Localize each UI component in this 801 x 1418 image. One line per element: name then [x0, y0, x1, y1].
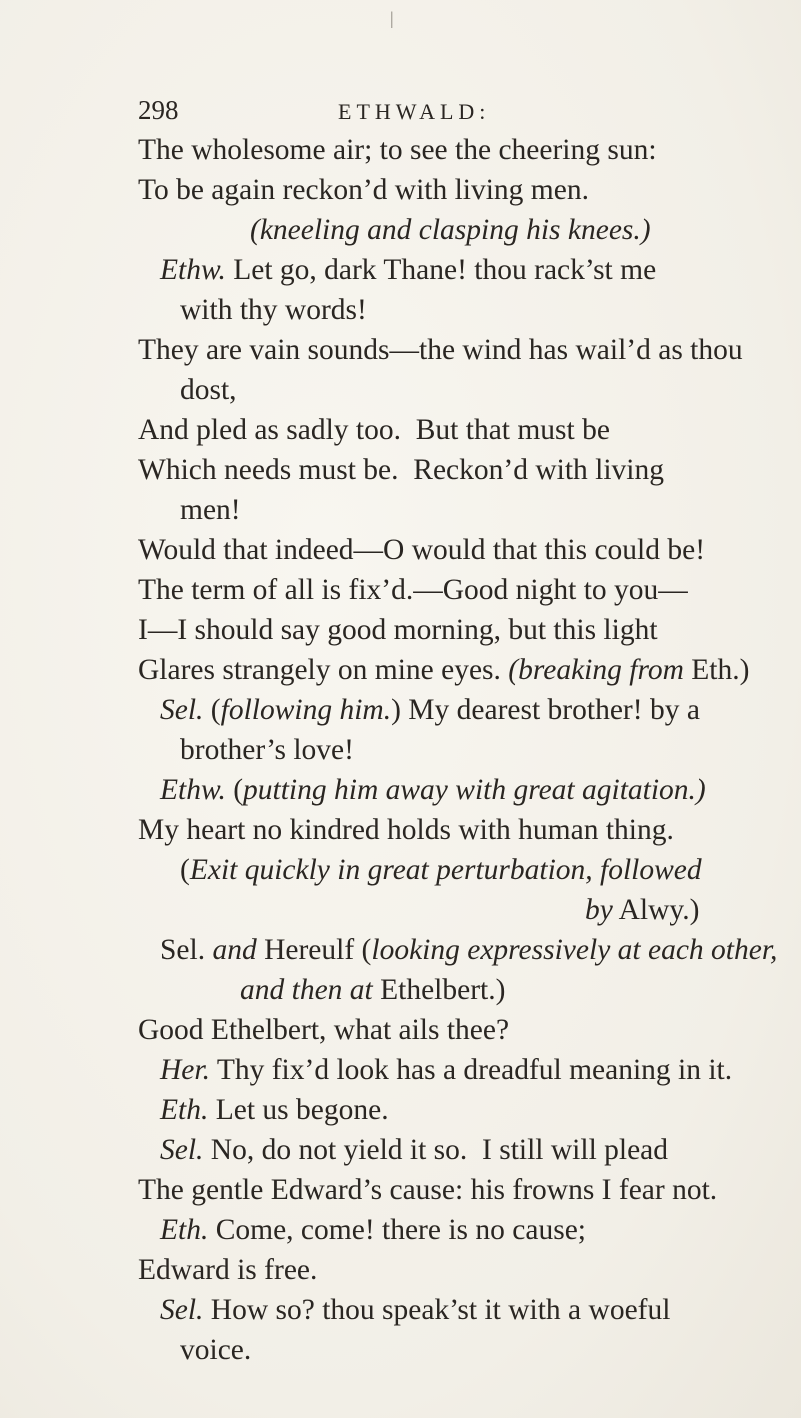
roman-segment: dost, [180, 374, 237, 406]
running-head: ETHWALD: [338, 99, 491, 124]
roman-segment: Alwy.) [612, 894, 700, 926]
text-line [138, 810, 674, 850]
roman-segment: Edward is free. [138, 1254, 318, 1286]
roman-segment: brother’s love! [180, 734, 354, 766]
roman-segment: The wholesome air; to see the cheering sun: [138, 134, 657, 166]
text-line [138, 1010, 509, 1050]
roman-segment: How so? thou speak’st it with a woeful [203, 1294, 671, 1326]
roman-segment: Come, come! there is no cause; [208, 1214, 586, 1246]
text-line [180, 370, 237, 410]
text-line [138, 450, 664, 490]
roman-segment: Ethelbert.) [372, 974, 506, 1006]
margin-speck: | [390, 8, 394, 28]
italic-segment: Eth. [160, 1214, 209, 1246]
roman-segment: To be again reckon’d with living men. [138, 174, 589, 206]
italic-segment: Eth. [160, 1094, 209, 1126]
roman-segment: with thy words! [180, 294, 367, 326]
roman-segment: Hereulf ( [256, 934, 372, 966]
roman-segment: Glares strangely on mine eyes. [138, 654, 509, 686]
italic-segment: by [585, 894, 613, 926]
italic-segment: Ethw. [160, 254, 226, 286]
roman-segment: Would that indeed—O would that this could be! [138, 534, 706, 566]
italic-segment: and then at [240, 974, 373, 1006]
speech-line [160, 250, 656, 290]
text-line [138, 330, 743, 370]
speech-line [160, 1290, 670, 1330]
italic-segment: (kneeling and clasping his knees.) [250, 214, 651, 246]
italic-segment: Exit quickly in great perturbation, followed [189, 854, 702, 886]
stage-direction [160, 930, 777, 970]
page-number: 298 [138, 95, 179, 125]
text-line [180, 490, 241, 530]
stage-direction [250, 210, 651, 250]
page-header [138, 92, 761, 128]
italic-segment: Sel. [160, 694, 204, 726]
text-line [138, 1250, 317, 1290]
italic-segment: Sel. [160, 1294, 204, 1326]
roman-segment: Thy fix’d look has a dreadful meaning in it. [209, 1054, 733, 1086]
roman-segment: Good Ethelbert, what ails thee? [138, 1014, 510, 1046]
roman-segment: And pled as sadly too. But that must be [138, 414, 610, 446]
text-line [138, 130, 657, 170]
stage-direction [585, 890, 699, 930]
roman-segment: ( [180, 854, 190, 886]
speech-line [160, 1090, 389, 1130]
roman-segment: The gentle Edward’s cause: his frowns I fear not. [138, 1174, 718, 1206]
text-line [138, 610, 658, 650]
speech-line [160, 1210, 586, 1250]
text-line [180, 730, 354, 770]
roman-segment: Let go, dark Thane! thou rack’st me [225, 254, 657, 286]
speech-line [160, 1130, 668, 1170]
stage-direction [180, 850, 702, 890]
roman-segment: The term of all is fix’d.—Good night to you— [138, 574, 688, 606]
roman-segment: ) My dearest brother! by a [391, 694, 700, 726]
speech-line [160, 1050, 732, 1090]
roman-segment: ( [225, 774, 244, 806]
roman-segment: voice. [180, 1334, 252, 1366]
roman-segment: They are vain sounds—the wind has wail’d as thou [138, 334, 743, 366]
italic-segment: (breaking from [508, 654, 684, 686]
text-line [138, 1170, 717, 1210]
italic-segment: putting him away with great agitation.) [243, 774, 706, 806]
text-line [138, 530, 705, 570]
speech-line [160, 690, 700, 730]
italic-segment: Her. [160, 1054, 210, 1086]
italic-segment: and [212, 934, 257, 966]
text-line [180, 290, 367, 330]
text-line [138, 170, 589, 210]
roman-segment: ( [203, 694, 221, 726]
roman-segment: Sel. [160, 934, 213, 966]
text-line [138, 650, 749, 690]
italic-segment: looking expressively at each other, [371, 934, 778, 966]
text-line [180, 1330, 251, 1370]
italic-segment: following him. [220, 694, 392, 726]
text-line [138, 570, 688, 610]
italic-segment: Ethw. [160, 774, 226, 806]
speech-line [160, 770, 706, 810]
roman-segment: Which needs must be. Reckon’d with living [138, 454, 664, 486]
roman-segment: Let us begone. [208, 1094, 389, 1126]
roman-segment: Eth.) [683, 654, 750, 686]
roman-segment: men! [180, 494, 241, 526]
roman-segment: My heart no kindred holds with human thing. [138, 814, 674, 846]
italic-segment: Sel. [160, 1134, 204, 1166]
stage-direction [240, 970, 505, 1010]
roman-segment: No, do not yield it so. I still will plead [203, 1134, 669, 1166]
roman-segment: I—I should say good morning, but this light [138, 614, 658, 646]
text-line [138, 410, 610, 450]
